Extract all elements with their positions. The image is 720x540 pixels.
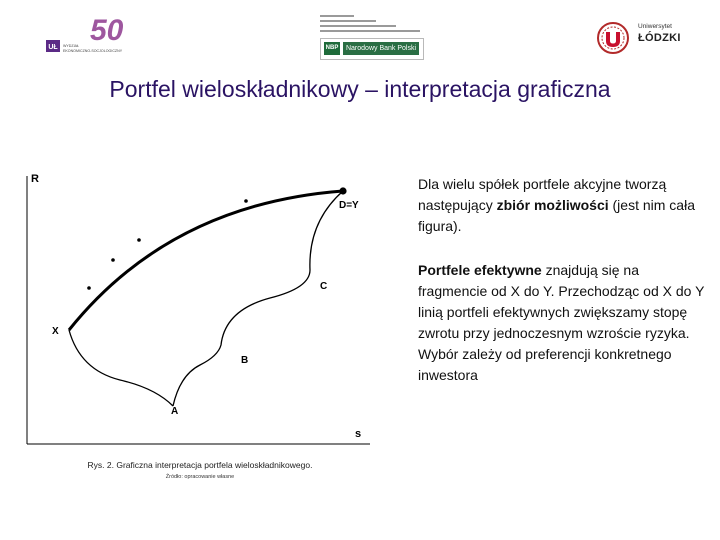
point-label-x: X (52, 326, 59, 337)
portfolio-diagram (20, 160, 380, 460)
faculty-badge-text: UŁ (48, 44, 58, 51)
fine-print-line (320, 15, 354, 17)
university-name-line-2: ŁÓDZKI (638, 32, 681, 44)
description-paragraph-2 (418, 260, 708, 386)
point-label-a: A (171, 406, 179, 417)
axis-label-s: s (355, 428, 362, 440)
page-title: Portfel wieloskładnikowy – interpretacja graficzna (109, 76, 611, 102)
nbp-box (320, 38, 424, 60)
frontier-point (244, 199, 248, 203)
outer-boundary-line (173, 191, 343, 406)
point-label-b: B (241, 355, 249, 366)
para-2-bold-term: Portfele efektywne (418, 262, 542, 278)
university-logo (596, 20, 706, 56)
header-logos (0, 0, 720, 70)
faculty-logo (44, 14, 136, 56)
university-emblem-icon (596, 20, 634, 56)
fine-print-line (320, 25, 396, 27)
axis-label-r: R (31, 173, 39, 185)
anniversary-number: 50 (90, 14, 124, 47)
para-1-text-end: (jest nim cała figura). (418, 197, 695, 234)
frontier-point (87, 286, 91, 290)
nbp-mark: NBP (324, 42, 340, 55)
figure-caption: Rys. 2. Graficzna interpretacja portfela wieloskładnikowego. (87, 460, 313, 470)
point-dy-marker (339, 187, 346, 194)
fine-print-line (320, 30, 420, 32)
point-label-c: C (320, 281, 328, 292)
university-name-line-1: Uniwersytet (638, 23, 672, 30)
portfolio-diagram-svg (20, 160, 380, 460)
description-paragraph-1 (418, 174, 708, 237)
para-1-bold-term: zbiór możliwości (496, 197, 609, 213)
point-label-dy: D=Y (339, 200, 359, 211)
frontier-point (137, 238, 141, 242)
efficient-frontier-line (69, 191, 343, 330)
lower-boundary-line (69, 330, 173, 406)
faculty-logo-graphic (44, 14, 136, 56)
frontier-point (111, 258, 115, 262)
faculty-name-line-1: WYDZIAŁ (63, 44, 79, 48)
nbp-logo (318, 12, 424, 62)
figure-source: Źródło: opracowanie własne (165, 474, 235, 480)
nbp-name: Narodowy Bank Polski (343, 42, 419, 55)
fine-print-line (320, 20, 376, 22)
faculty-name-line-2: EKONOMICZNO-SOCJOLOGICZNY (63, 49, 123, 53)
para-2-text: znajdują się na fragmencie od X do Y. Przechodząc od X do Y linią portfeli efektywnych zwiększamy stopę zwrotu przy jednoczesnym wzroście ryzyka. Wybór zależy od preferencji konkretnego inwestora (418, 262, 705, 383)
para-1-text-start: Dla wielu spółek portfele akcyjne tworzą następujący (418, 176, 667, 213)
